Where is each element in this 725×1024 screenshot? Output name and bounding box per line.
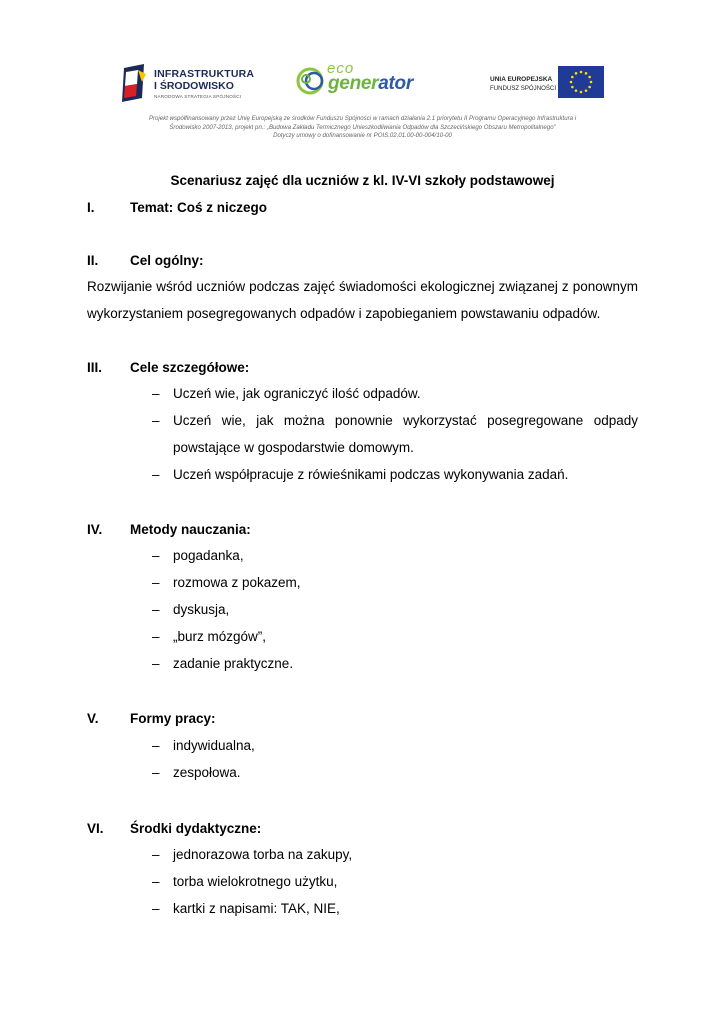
list-item: [152, 760, 638, 787]
generator-text: [328, 73, 413, 95]
section-number: II.: [87, 253, 99, 268]
list-item: [152, 408, 638, 461]
section-number: IV.: [87, 522, 103, 537]
list-item: [152, 543, 638, 570]
list-item: [152, 570, 638, 597]
list-item: [152, 462, 638, 489]
list-item: [152, 651, 638, 678]
eu-star-icon: [588, 86, 591, 89]
eu-star-icon: [575, 72, 578, 75]
funding-note: [120, 115, 605, 141]
list-item-text: Uczeń wie, jak można ponownie wykorzystać posegregowane odpady powstające w gospodarstwie domowym.: [173, 413, 638, 455]
list-item: [152, 869, 638, 896]
section-number: V.: [87, 711, 99, 726]
list-item-text: pogadanka,: [173, 548, 244, 563]
infrastruktura-logo: [120, 64, 270, 108]
list-item-text: dyskusja,: [173, 602, 230, 617]
section-number: III.: [87, 360, 103, 375]
list-item-text: kartki z napisami: TAK, NIE,: [173, 901, 340, 916]
list-item-text: „burz mózgów”,: [173, 629, 267, 644]
eu-star-icon: [585, 89, 588, 92]
bullet: –: [152, 548, 160, 563]
eu-star-icon: [585, 72, 588, 75]
eu-flag-icon: [558, 66, 604, 98]
bullet: –: [152, 874, 160, 889]
list-item: [152, 842, 638, 869]
section-number: VI.: [87, 821, 104, 836]
list-item-text: zadanie praktyczne.: [173, 656, 294, 671]
section-title: Cele szczegółowe:: [130, 360, 250, 375]
bullet: –: [152, 901, 160, 916]
bullet: –: [152, 575, 160, 590]
bullet: –: [152, 413, 160, 428]
generator-part2: ator: [378, 73, 413, 94]
eu-star-icon: [588, 76, 591, 79]
bullet: –: [152, 656, 160, 671]
eu-star-icon: [580, 71, 583, 74]
eu-star-icon: [575, 89, 578, 92]
funding-line1: Projekt współfinansowany przez Unię Europejską ze środków Funduszu Spójności w ramach działania 2.1 priorytetu II Programu Operacyjnego Infrastruktura i: [148, 115, 577, 122]
bullet: –: [152, 738, 160, 753]
bullet: –: [152, 602, 160, 617]
section-number: I.: [87, 200, 95, 215]
section-title: Formy pracy:: [130, 711, 216, 726]
document-title: Scenariusz zajęć dla uczniów z kl. IV-VI szkoły podstawowej: [170, 173, 555, 188]
eu-logo: [490, 66, 610, 102]
eu-star-icon: [571, 86, 574, 89]
list-item-text: rozmowa z pokazem,: [173, 575, 301, 590]
list-item-text: jednorazowa torba na zakupy,: [173, 847, 353, 862]
eu-star-icon: [590, 81, 593, 84]
list-item-text: torba wielokrotnego użytku,: [173, 874, 338, 889]
generator-part1: gener: [328, 73, 379, 94]
funding-line2: Środowisko 2007-2013, projekt pn.: „Budowa Zakładu Termicznego Unieszkodliwiania Odpadów dla Szczecińskiego Obszaru Metropolitalnego”: [169, 123, 556, 131]
list-item-text: Uczeń współpracuje z rówieśnikami podczas wykonywania zadań.: [173, 467, 569, 482]
bullet: –: [152, 847, 160, 862]
list-item-text: indywidualna,: [173, 738, 255, 753]
list-item: [152, 597, 638, 624]
eco-generator-logo: [294, 62, 444, 106]
section-title: Środki dydaktyczne:: [130, 821, 262, 836]
list-item: [152, 624, 638, 651]
bullet: –: [152, 765, 160, 780]
eu-star-icon: [570, 81, 573, 84]
eu-star-icon: [571, 76, 574, 79]
list-item-text: Uczeń wie, jak ograniczyć ilość odpadów.: [173, 386, 421, 401]
logo-left-line2: I ŚRODOWISKO: [154, 80, 234, 92]
list-item-text: zespołowa.: [173, 765, 241, 780]
section-2-paragraph: Rozwijanie wśród uczniów podczas zajęć świadomości ekologicznej związanej z ponownym wykorzystaniem posegregowanych odpadów i zapobieganiem powstawaniu odpadów.: [87, 279, 638, 321]
eu-line2: FUNDUSZ SPÓJNOŚCI: [490, 85, 557, 92]
section-title: Metody nauczania:: [130, 522, 251, 537]
funding-line3: Dotyczy umowy o dofinansowanie nr POIS.02.01.00-00-004/10-00: [273, 132, 452, 139]
eco-generator-swirl-icon: [294, 66, 330, 96]
bullet: –: [152, 386, 160, 401]
list-item: [152, 381, 638, 408]
bullet: –: [152, 467, 160, 482]
eu-line1: UNIA EUROPEJSKA: [490, 76, 553, 83]
section-title: Temat: Coś z niczego: [130, 200, 268, 215]
eco-text: eco: [327, 60, 355, 77]
section-title: Cel ogólny:: [130, 253, 204, 268]
bullet: –: [152, 629, 160, 644]
list-item: [152, 896, 638, 923]
national-strategy-flag-icon: [120, 64, 150, 102]
logo-left-line1: INFRASTRUKTURA: [154, 68, 255, 80]
list-item: [152, 733, 638, 760]
eu-star-icon: [580, 91, 583, 94]
header-logos: [0, 58, 725, 108]
logo-left-line3: NARODOWA STRATEGIA SPÓJNOŚCI: [154, 94, 242, 99]
